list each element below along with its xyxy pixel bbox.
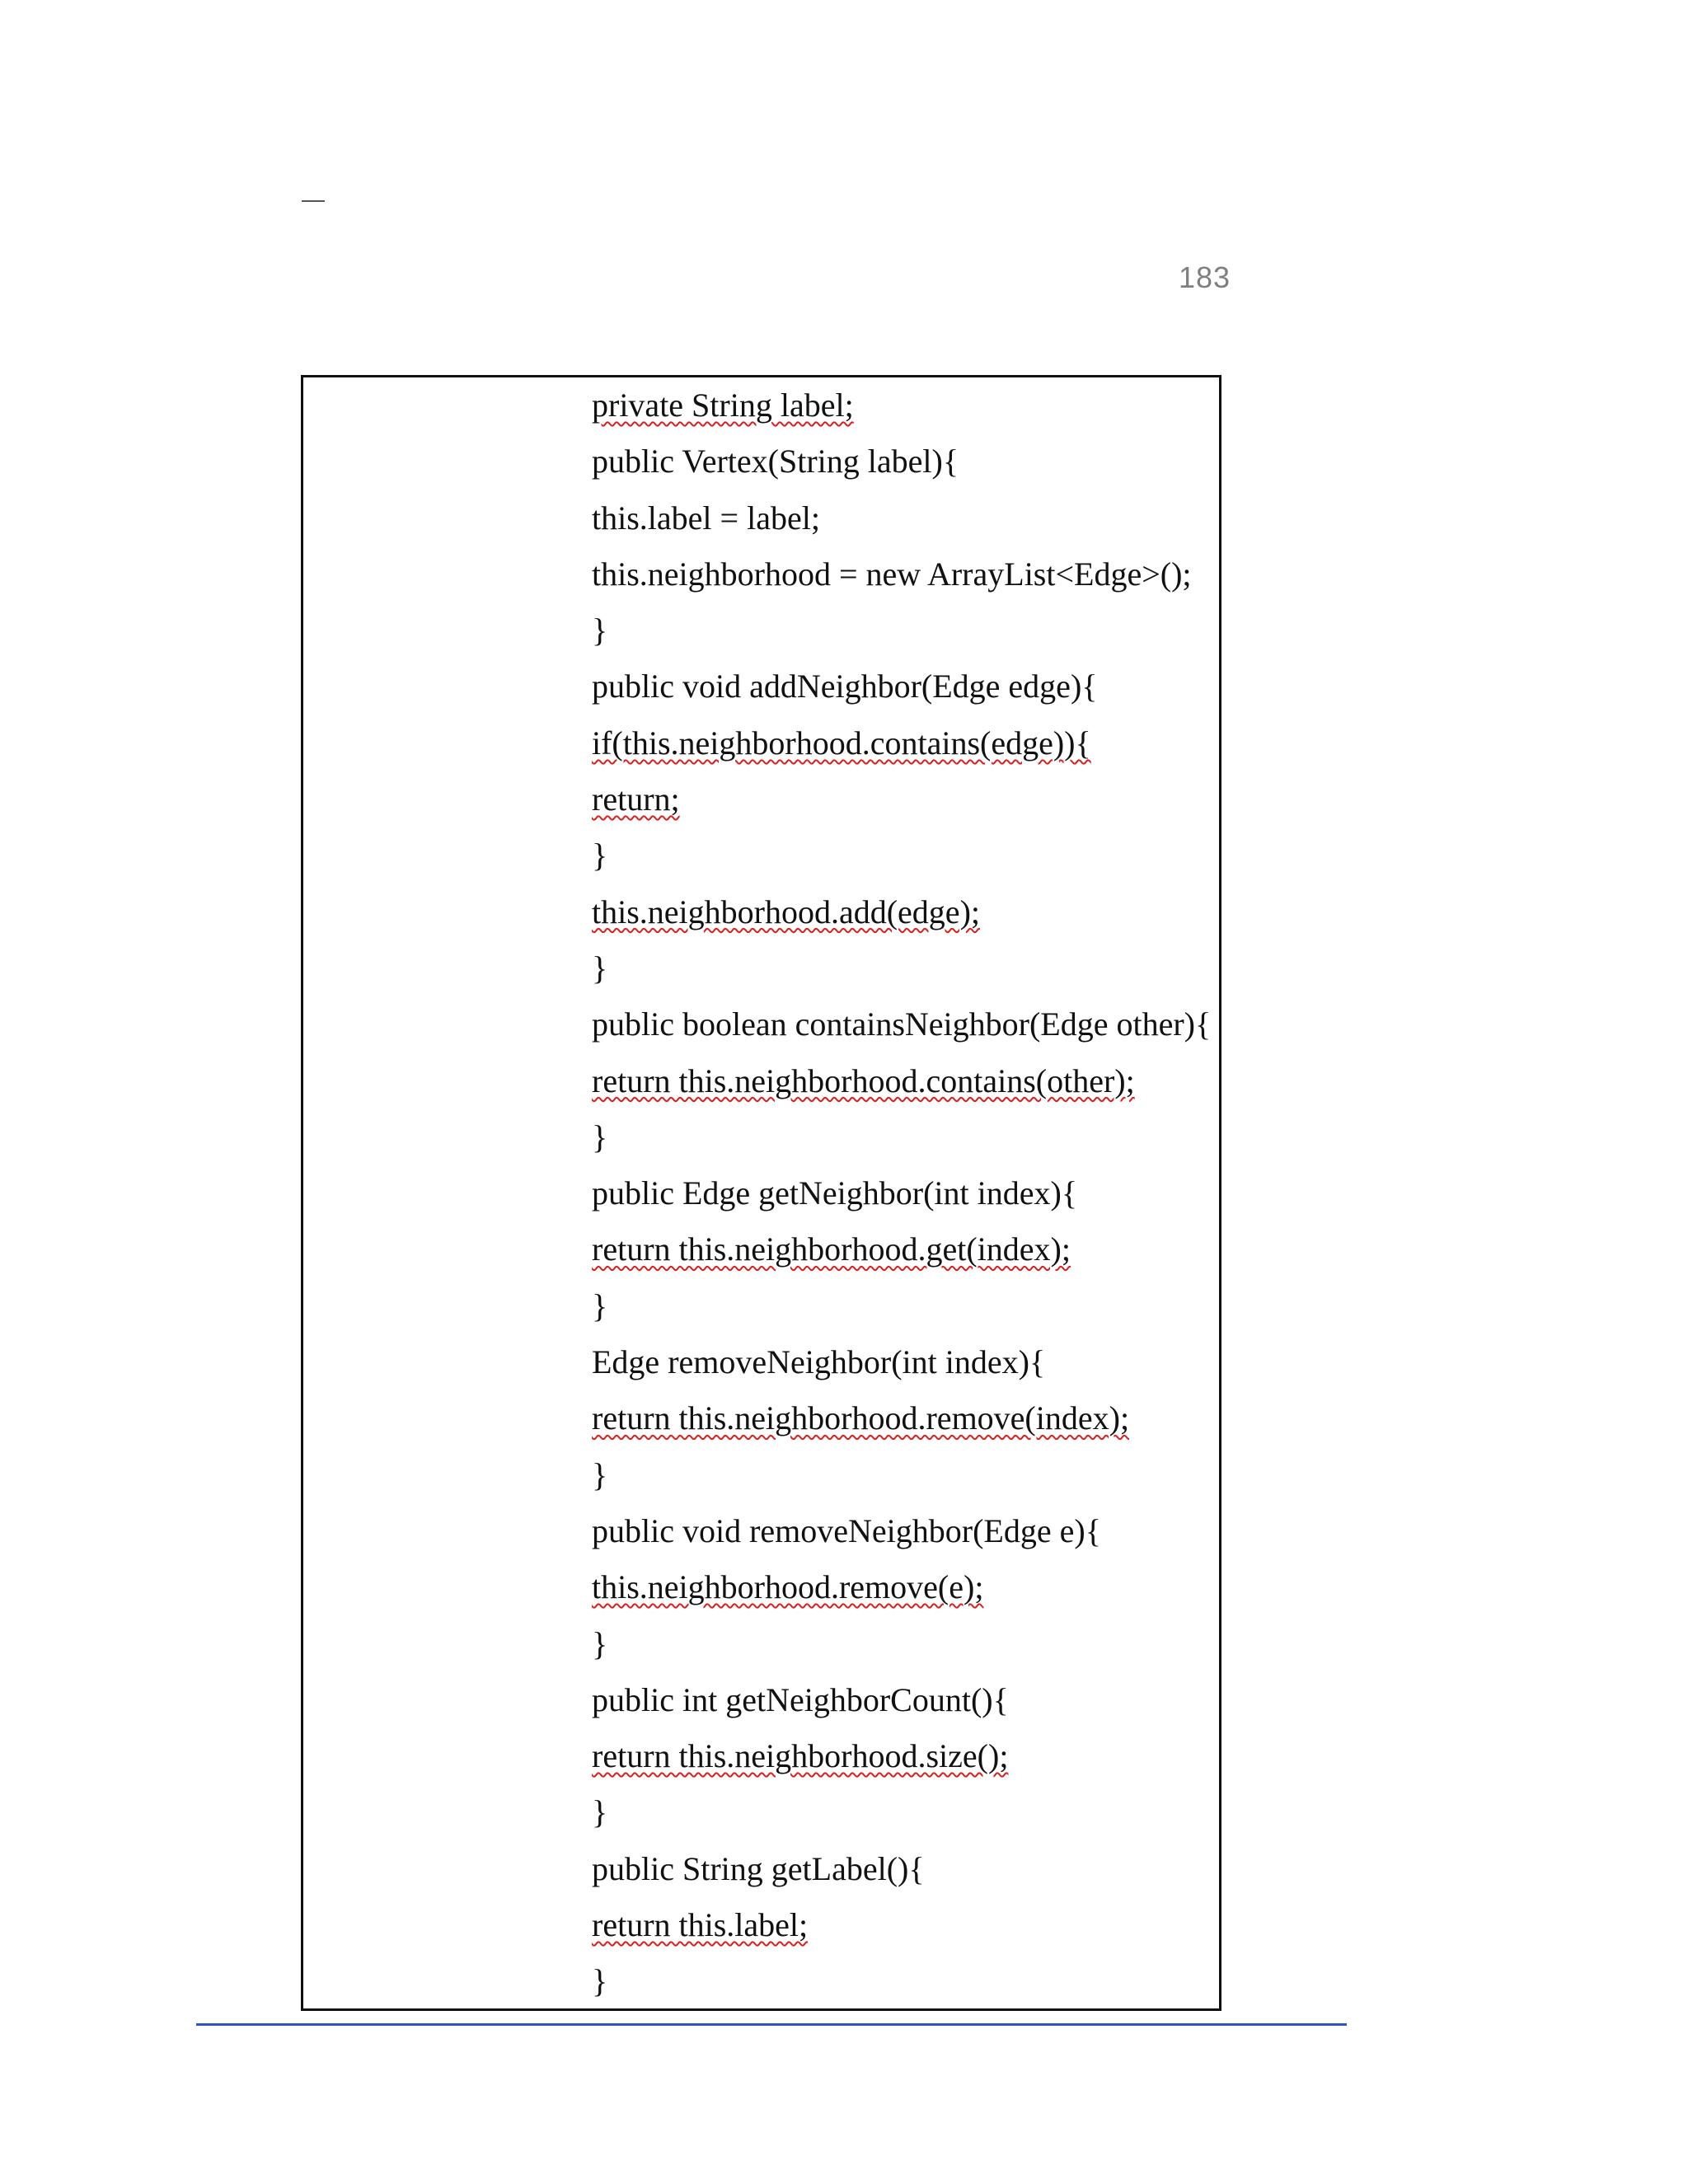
code-line-text: } <box>592 1624 608 1662</box>
code-line-text: } <box>592 949 608 987</box>
code-line-text: this.neighborhood.remove(e); <box>592 1568 984 1606</box>
code-line-text: return; <box>592 780 680 818</box>
code-line <box>592 1953 1211 2009</box>
code-line-text: Edge removeNeighbor(int index){ <box>592 1343 1046 1381</box>
code-line-text: return this.label; <box>592 1906 809 1944</box>
code-line-text: public void removeNeighbor(Edge e){ <box>592 1511 1101 1549</box>
code-line <box>592 1278 1211 1334</box>
code-line <box>592 1053 1211 1109</box>
code-line-text: } <box>592 1962 608 2000</box>
code-line-text: this.neighborhood.add(edge); <box>592 893 980 930</box>
code-line-text: public String getLabel(){ <box>592 1849 925 1887</box>
code-listing-box <box>301 375 1221 2011</box>
code-line-text: } <box>592 612 608 649</box>
code-line-text: } <box>592 1286 608 1324</box>
page-number: 183 <box>1179 260 1231 294</box>
code-line-text: public Vertex(String label){ <box>592 443 959 480</box>
code-lines <box>592 377 1211 2010</box>
code-line-text: return this.neighborhood.get(index); <box>592 1230 1071 1268</box>
code-line-text: return this.neighborhood.contains(other); <box>592 1062 1135 1099</box>
code-line <box>592 1503 1211 1559</box>
code-line <box>592 1784 1211 1840</box>
code-line <box>592 490 1211 546</box>
code-line-text: } <box>592 1793 608 1831</box>
code-line-text: private String label; <box>592 387 854 424</box>
code-line <box>592 1841 1211 1897</box>
code-line <box>592 1109 1211 1165</box>
code-line-text: this.neighborhood = new ArrayList<Edge>(); <box>592 555 1192 593</box>
code-line <box>592 1334 1211 1390</box>
code-line <box>592 940 1211 996</box>
code-line <box>592 1559 1211 1615</box>
code-line-text: } <box>592 837 608 874</box>
code-line <box>592 827 1211 883</box>
header-dash-mark <box>302 200 325 202</box>
code-line <box>592 1616 1211 1672</box>
code-line-text: } <box>592 1118 608 1155</box>
code-line <box>592 715 1211 771</box>
code-line-text: public void addNeighbor(Edge edge){ <box>592 668 1098 705</box>
code-line-text: if(this.neighborhood.contains(edge)){ <box>592 724 1091 762</box>
code-line <box>592 1390 1211 1446</box>
code-line <box>592 434 1211 490</box>
code-line <box>592 1897 1211 1953</box>
code-line-text: } <box>592 1455 608 1493</box>
footer-divider <box>196 2023 1347 2026</box>
code-line-text: public int getNeighborCount(){ <box>592 1680 1009 1718</box>
code-line <box>592 1672 1211 1728</box>
code-line <box>592 546 1211 602</box>
code-line <box>592 1447 1211 1503</box>
code-line <box>592 377 1211 434</box>
code-line-text: return this.neighborhood.size(); <box>592 1737 1009 1775</box>
code-line <box>592 1221 1211 1277</box>
code-line <box>592 996 1211 1052</box>
code-line <box>592 602 1211 658</box>
code-line <box>592 658 1211 715</box>
code-line <box>592 1728 1211 1784</box>
code-line-text: this.label = label; <box>592 499 820 537</box>
code-line <box>592 884 1211 940</box>
code-line <box>592 771 1211 827</box>
code-line-text: public boolean containsNeighbor(Edge other){ <box>592 1005 1212 1043</box>
code-line-text: public Edge getNeighbor(int index){ <box>592 1174 1078 1212</box>
code-line-text: return this.neighborhood.remove(index); <box>592 1399 1130 1437</box>
code-line <box>592 1165 1211 1221</box>
